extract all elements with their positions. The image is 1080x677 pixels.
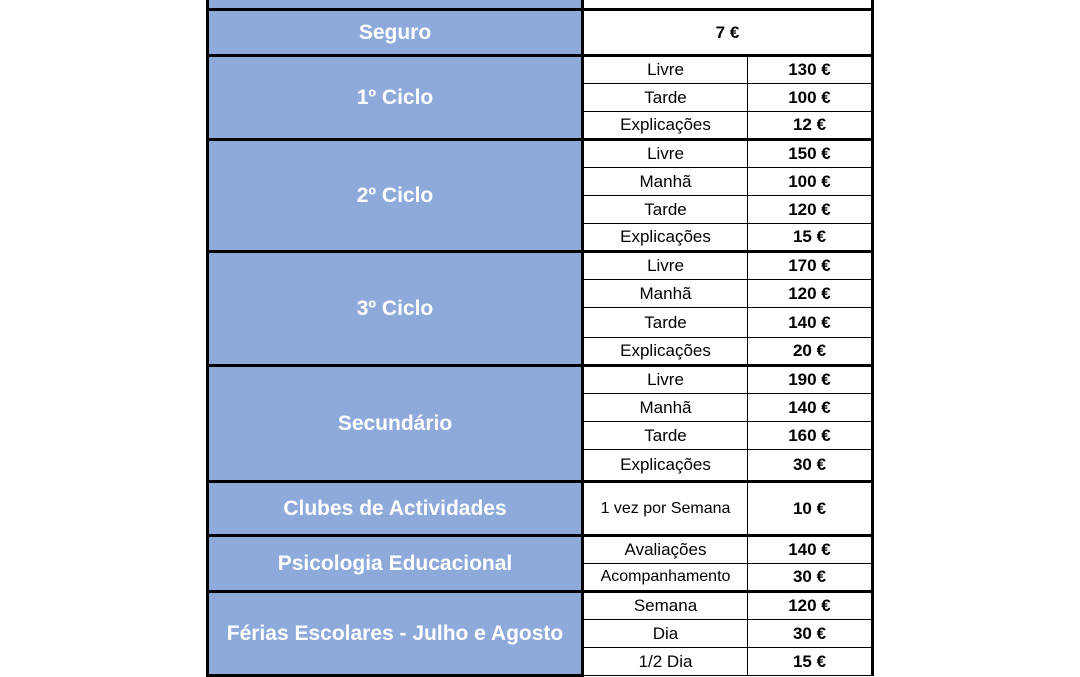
table-row (208, 140, 873, 168)
option-cell: Manhã (583, 280, 748, 308)
option-cell: Explicações (583, 224, 748, 252)
price-cell: 130 € (748, 56, 873, 84)
price-seguro: 7 € (583, 10, 873, 56)
option-cell: Dia (583, 620, 748, 648)
table-row (208, 482, 873, 536)
price-cell: 170 € (748, 252, 873, 280)
category-ciclo2: 2º Ciclo (208, 140, 583, 252)
option-cell: Tarde (583, 308, 748, 338)
option-cell: Explicações (583, 112, 748, 140)
category-seguro: Seguro (208, 10, 583, 56)
option-cell: Livre (583, 366, 748, 394)
option-cell: Livre (583, 252, 748, 280)
category-ciclo1: 1º Ciclo (208, 56, 583, 140)
category-psicologia: Psicologia Educacional (208, 536, 583, 592)
table-row (208, 536, 873, 564)
price-cell: 140 € (748, 536, 873, 564)
price-cell: 15 € (748, 224, 873, 252)
option-cell: Livre (583, 56, 748, 84)
category-clubes: Clubes de Actividades (208, 482, 583, 536)
price-cell: 15 € (748, 648, 873, 676)
option-cell: 1 vez por Semana (583, 482, 748, 536)
option-cell: Manhã (583, 394, 748, 422)
table-row (208, 56, 873, 84)
category-cell (208, 0, 583, 10)
option-cell: Avaliações (583, 536, 748, 564)
price-cell: 160 € (748, 422, 873, 450)
category-secundario: Secundário (208, 366, 583, 482)
table-row (208, 592, 873, 620)
price-cell: 120 € (748, 196, 873, 224)
option-cell: Explicações (583, 450, 748, 482)
price-cell: 190 € (748, 366, 873, 394)
price-cell: 120 € (748, 592, 873, 620)
option-cell: Tarde (583, 84, 748, 112)
price-cell: 12 € (748, 112, 873, 140)
price-table (206, 0, 874, 677)
price-cell: 150 € (748, 140, 873, 168)
price-cell: 100 € (748, 84, 873, 112)
price-cell: 140 € (748, 394, 873, 422)
option-cell: Tarde (583, 422, 748, 450)
table-row (208, 252, 873, 280)
option-cell: Tarde (583, 196, 748, 224)
table-row (208, 10, 873, 56)
price-cell: 10 € (748, 482, 873, 536)
category-ciclo3: 3º Ciclo (208, 252, 583, 366)
option-cell: Livre (583, 140, 748, 168)
price-cell: 140 € (748, 308, 873, 338)
category-ferias: Férias Escolares - Julho e Agosto (208, 592, 583, 676)
table-row (208, 366, 873, 394)
price-cell: 30 € (748, 620, 873, 648)
price-cell: 30 € (748, 564, 873, 592)
price-cell: 120 € (748, 280, 873, 308)
price-cell: 100 € (748, 168, 873, 196)
option-cell: Acompanhamento (583, 564, 748, 592)
price-cell: 30 € (748, 450, 873, 482)
option-cell: Semana (583, 592, 748, 620)
price-cell: 20 € (748, 338, 873, 366)
table-row (208, 0, 873, 10)
price-cell (583, 0, 873, 10)
option-cell: Manhã (583, 168, 748, 196)
option-cell: 1/2 Dia (583, 648, 748, 676)
option-cell: Explicações (583, 338, 748, 366)
